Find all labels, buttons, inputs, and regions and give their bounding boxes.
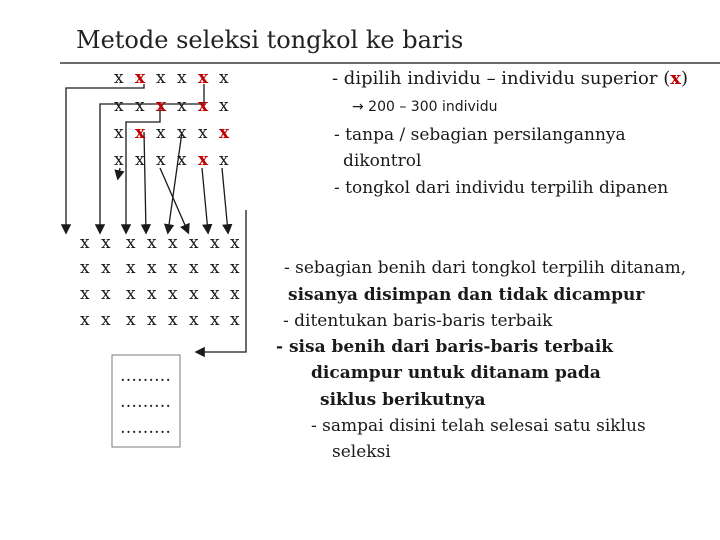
row-plant: x	[189, 310, 199, 330]
plant: x	[114, 150, 124, 170]
row-plant: x	[230, 310, 240, 330]
row-plant: x	[101, 233, 111, 253]
row-plant: x	[168, 233, 178, 253]
row-plant: x	[168, 258, 178, 278]
row-plant: x	[210, 233, 220, 253]
plant: x	[177, 123, 187, 143]
note-planted: - sebagian benih dari tongkol terpilih ditanam,	[284, 258, 687, 278]
note-stored: sisanya disimpan dan tidak dicampur	[288, 285, 645, 305]
selected-plant: x	[135, 68, 146, 88]
note-next-cycle: siklus berikutnya	[320, 390, 486, 410]
seed-dots-1: ………	[120, 366, 171, 386]
row-plant: x	[147, 310, 157, 330]
seed-dots-3: ………	[120, 418, 171, 438]
note-selected-individuals: - dipilih individu – individu superior (x)	[332, 68, 689, 89]
row-plant: x	[189, 233, 199, 253]
arrow-7	[160, 168, 188, 232]
plant: x	[198, 123, 208, 143]
selected-plant: x	[198, 68, 209, 88]
plant: x	[114, 123, 124, 143]
note-selection: seleksi	[332, 442, 391, 462]
row-plant: x	[189, 284, 199, 304]
arrow-5	[168, 132, 182, 232]
row-plant: x	[230, 258, 240, 278]
selected-plant: x	[156, 96, 167, 116]
plant: x	[135, 150, 145, 170]
row-plant: x	[210, 284, 220, 304]
plant: x	[177, 96, 187, 116]
row-plant: x	[126, 310, 136, 330]
plant: x	[219, 150, 229, 170]
row-plant: x	[168, 284, 178, 304]
row-plant: x	[189, 258, 199, 278]
arrow-8	[202, 168, 208, 232]
plant: x	[114, 68, 124, 88]
row-plant: x	[80, 284, 90, 304]
selected-plant: x	[219, 123, 230, 143]
plant: x	[135, 96, 145, 116]
row-plant: x	[126, 258, 136, 278]
plant: x	[219, 68, 229, 88]
note-best-rows: - ditentukan baris-baris terbaik	[283, 311, 553, 331]
row-plant: x	[210, 258, 220, 278]
note-cycle-complete: - sampai disini telah selesai satu siklus	[311, 416, 646, 436]
arrow-9	[222, 168, 228, 232]
row-plant: x	[147, 284, 157, 304]
row-plant: x	[210, 310, 220, 330]
row-plant: x	[147, 233, 157, 253]
row-plant: x	[80, 310, 90, 330]
plant: x	[219, 96, 229, 116]
row-plant: x	[80, 233, 90, 253]
row-plant: x	[168, 310, 178, 330]
arrow-1	[66, 84, 144, 232]
plant: x	[177, 150, 187, 170]
selected-plant: x	[198, 96, 209, 116]
note-harvest: - tongkol dari individu terpilih dipanen	[334, 178, 669, 198]
plant: x	[156, 123, 166, 143]
row-plant: x	[126, 284, 136, 304]
row-plant: x	[101, 258, 111, 278]
note-remaining-seed: - sisa benih dari baris-baris terbaik	[276, 337, 614, 357]
note-mixed: dicampur untuk ditanam pada	[311, 363, 601, 383]
row-plant: x	[101, 310, 111, 330]
page-title: Metode seleksi tongkol ke baris	[76, 26, 464, 54]
note-crossing: - tanpa / sebagian persilangannya	[334, 125, 626, 145]
selected-plant: x	[198, 150, 209, 170]
note-controlled: dikontrol	[343, 151, 422, 171]
arrow-4	[144, 132, 146, 232]
selected-plant: x	[135, 123, 146, 143]
plant: x	[156, 68, 166, 88]
plant: x	[114, 96, 124, 116]
plant: x	[177, 68, 187, 88]
arrow-10	[197, 210, 246, 352]
row-plant: x	[80, 258, 90, 278]
note-individual-count: → 200 – 300 individu	[352, 99, 498, 115]
seed-dots-2: ………	[120, 392, 171, 412]
row-plant: x	[101, 284, 111, 304]
row-plant: x	[147, 258, 157, 278]
row-plant: x	[230, 233, 240, 253]
row-plant: x	[126, 233, 136, 253]
row-plant: x	[230, 284, 240, 304]
plant: x	[156, 150, 166, 170]
